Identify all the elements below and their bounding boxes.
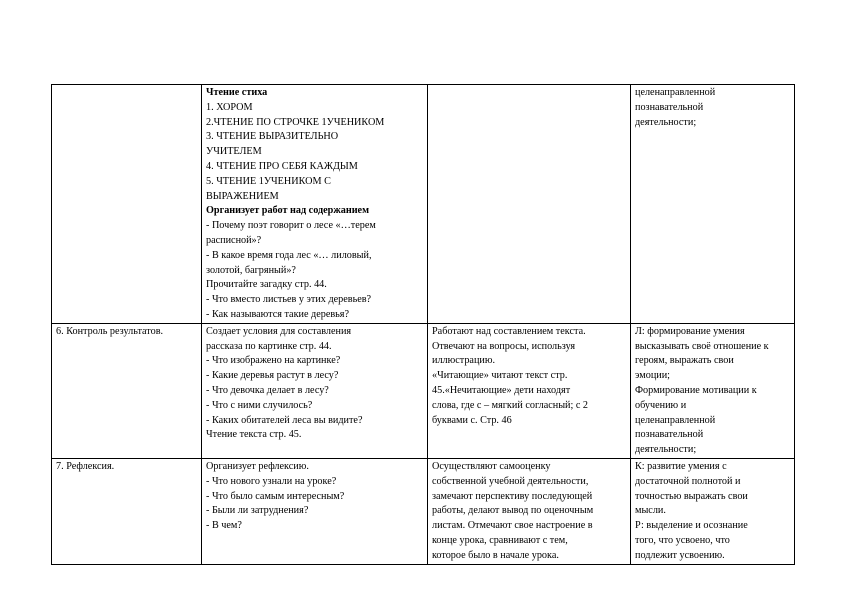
- cell-line: - Были ли затруднения?: [206, 505, 309, 517]
- cell-line: 45.«Нечитающие» дети находят: [432, 384, 571, 396]
- cell-line: «Читающие» читают текст стр.: [432, 370, 568, 382]
- cell-line: - Что девочка делает в лесу?: [206, 384, 329, 396]
- cell-line: деятельности;: [635, 444, 697, 456]
- cell-line: Организует работ над содержанием: [206, 205, 370, 217]
- cell-line: рассказа по картинке стр. 44.: [206, 340, 332, 352]
- cell-line: расписной»?: [206, 234, 262, 246]
- uud-cell: [631, 458, 795, 564]
- table-row: [52, 458, 795, 564]
- uud-cell: [631, 85, 795, 324]
- cell-line: листам. Отмечают свое настроение в: [432, 520, 593, 532]
- cell-line: познавательной: [635, 429, 704, 441]
- cell-line: Р: выделение и осознание: [635, 520, 748, 532]
- cell-line: Работают над составлением текста.: [432, 325, 586, 337]
- cell-line: - Какие деревья растут в лесу?: [206, 370, 339, 382]
- cell-line: деятельности;: [635, 116, 697, 128]
- cell-text: 6. Контроль результатов.: [56, 325, 164, 337]
- stage-cell: [52, 458, 202, 564]
- cell-line: - Что изображено на картинке?: [206, 355, 341, 367]
- uud-cell: [631, 323, 795, 458]
- cell-line: замечают перспективу последующей: [432, 490, 593, 502]
- stage-cell: [52, 323, 202, 458]
- student-activity-cell: [428, 323, 631, 458]
- cell-line: работы, делают вывод по оценочным: [432, 505, 594, 517]
- student-activity-cell: [428, 85, 631, 324]
- cell-line: золотой, багряный»?: [206, 264, 296, 276]
- teacher-activity-cell: [202, 458, 428, 564]
- cell-line: - Что было самым интересным?: [206, 490, 345, 502]
- cell-line: - В чем?: [206, 520, 242, 532]
- table-row: [52, 323, 795, 458]
- cell-line: 4. ЧТЕНИЕ ПРО СЕБЯ КАЖДЫМ: [206, 160, 358, 172]
- cell-line: Отвечают на вопросы, используя: [432, 340, 576, 352]
- cell-line: - Что нового узнали на уроке?: [206, 475, 337, 487]
- teacher-activity-cell: [202, 85, 428, 324]
- lesson-plan-table: [51, 84, 795, 565]
- cell-line: мысли.: [635, 505, 666, 517]
- table-row: [52, 85, 795, 324]
- cell-text: 7. Рефлексия.: [56, 460, 115, 472]
- cell-line: Организует рефлексию.: [206, 460, 309, 472]
- cell-line: Чтение стиха: [206, 87, 268, 98]
- cell-line: познавательной: [635, 101, 704, 113]
- cell-line: целенаправленной: [635, 87, 716, 98]
- cell-line: ВЫРАЖЕНИЕМ: [206, 190, 279, 202]
- cell-line: 3. ЧТЕНИЕ ВЫРАЗИТЕЛЬНО: [206, 131, 339, 143]
- cell-line: конце урока, сравнивают с тем,: [432, 534, 568, 546]
- cell-line: Прочитайте загадку стр. 44.: [206, 279, 327, 291]
- cell-line: обучению и: [635, 399, 687, 411]
- teacher-activity-cell: [202, 323, 428, 458]
- cell-line: - В какое время года лес «… лиловый,: [206, 249, 372, 261]
- cell-line: которое было в начале урока.: [432, 549, 559, 561]
- cell-line: Л: формирование умения: [635, 325, 745, 337]
- cell-line: 2.ЧТЕНИЕ ПО СТРОЧКЕ 1УЧЕНИКОМ: [206, 116, 385, 128]
- cell-line: - Что с ними случилось?: [206, 399, 313, 411]
- cell-line: Формирование мотивации к: [635, 384, 757, 396]
- cell-line: иллюстрацию.: [432, 355, 496, 367]
- cell-line: того, что усвоено, что: [635, 534, 730, 546]
- cell-line: точностью выражать свои: [635, 490, 748, 502]
- cell-line: УЧИТЕЛЕМ: [206, 146, 262, 158]
- cell-line: - Каких обитателей леса вы видите?: [206, 414, 363, 426]
- student-activity-cell: [428, 458, 631, 564]
- cell-line: целенаправленной: [635, 414, 716, 426]
- cell-line: - Как называются такие деревья?: [206, 308, 350, 320]
- cell-line: Осуществляют самооценку: [432, 460, 551, 472]
- cell-line: высказывать своё отношение к: [635, 340, 769, 352]
- cell-line: достаточной полнотой и: [635, 475, 741, 487]
- cell-line: 1. ХОРОМ: [206, 101, 253, 113]
- cell-line: слова, где с – мягкий согласный; с 2: [432, 399, 589, 411]
- stage-cell: [52, 85, 202, 324]
- cell-line: 5. ЧТЕНИЕ 1УЧЕНИКОМ С: [206, 175, 331, 187]
- cell-line: эмоции;: [635, 370, 671, 382]
- cell-line: - Что вместо листьев у этих деревьев?: [206, 294, 372, 306]
- cell-line: подлежит усвоению.: [635, 549, 725, 561]
- cell-line: Чтение текста стр. 45.: [206, 429, 302, 441]
- cell-line: собственной учебной деятельности,: [432, 475, 589, 487]
- cell-line: - Почему поэт говорит о лесе «…терем: [206, 220, 376, 232]
- cell-line: буквами с. Стр. 46: [432, 414, 512, 426]
- cell-line: Создает условия для составления: [206, 325, 352, 337]
- cell-line: К: развитие умения с: [635, 460, 727, 472]
- cell-line: героям, выражать свои: [635, 355, 734, 367]
